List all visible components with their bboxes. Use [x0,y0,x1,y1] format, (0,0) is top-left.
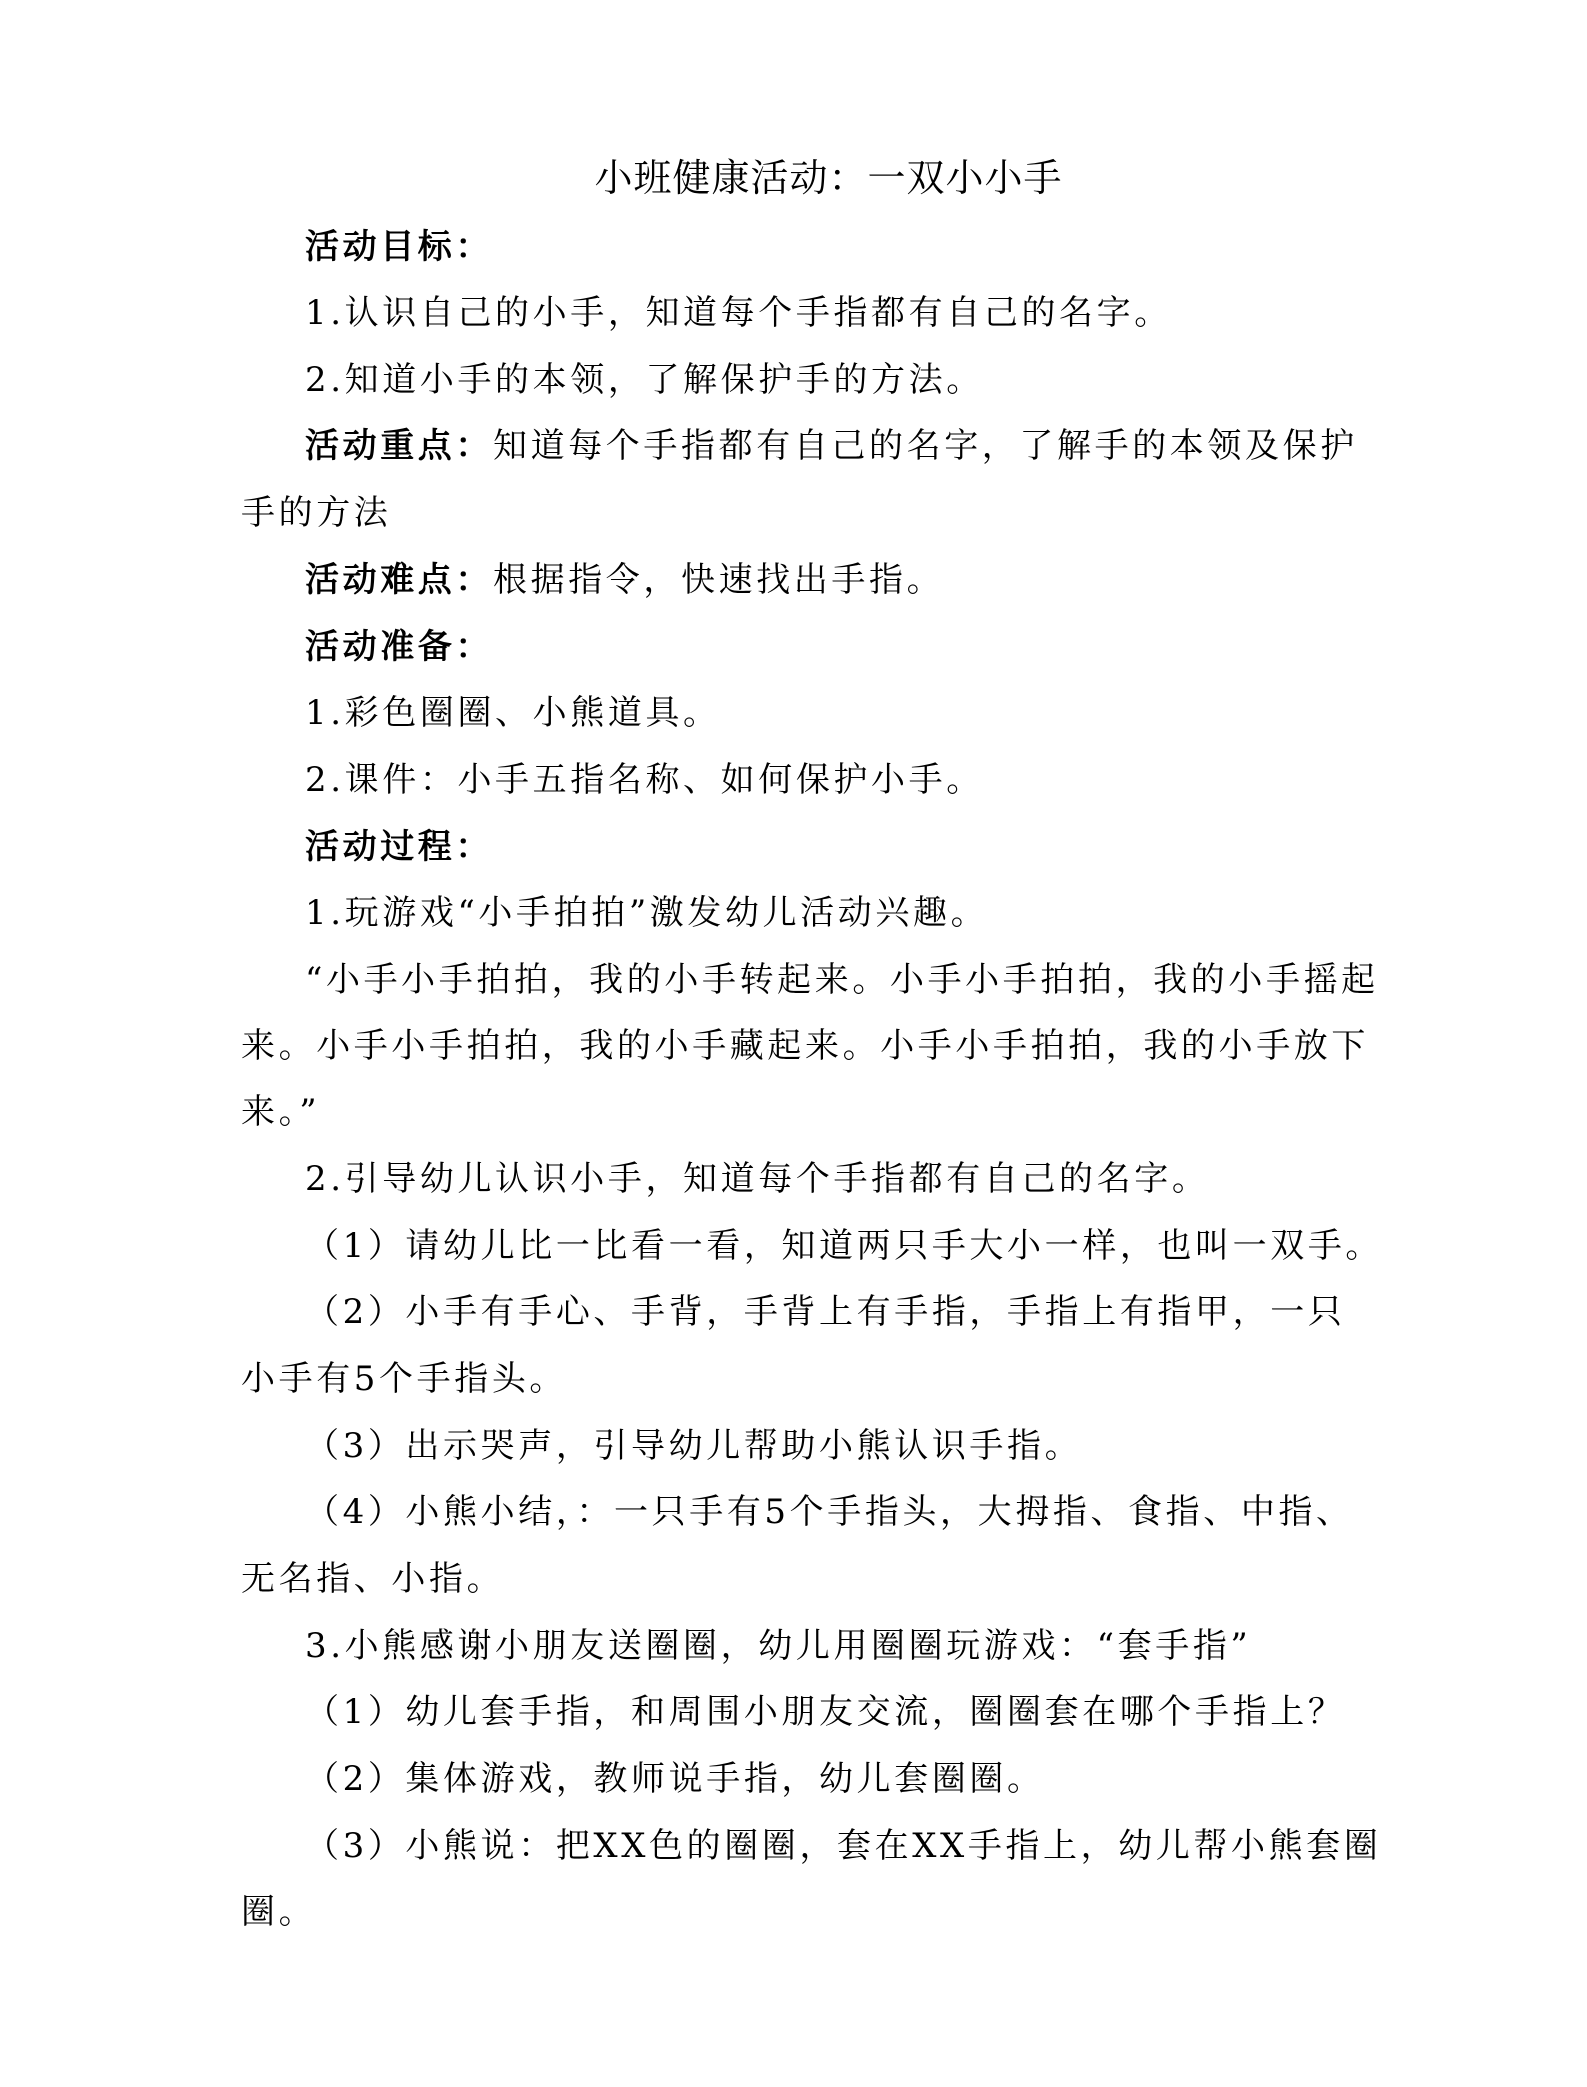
step-2-sub-2: （2）小手有手心、手背，手背上有手指，手指上有指甲，一只 [305,1292,1346,1332]
difficulty-label: 活动难点： [305,560,493,600]
heading-activity-process: 活动过程： [305,827,493,867]
difficulty-paragraph [305,556,944,604]
step-2-sub-2-continuation: 小手有5个手指头。 [241,1359,568,1399]
step-2-sub-4-continuation: 无名指、小指。 [241,1559,505,1599]
step-2-sub-3: （3）出示哭声，引导幼儿帮助小熊认识手指。 [305,1426,1083,1466]
step-2-sub-1: （1）请幼儿比一比看一看，知道两只手大小一样，也叫一双手。 [305,1226,1384,1266]
step-2-sub-4: （4）小熊小结，：一只手有5个手指头，大拇指、食指、中指、 [305,1492,1354,1532]
difficulty-text: 根据指令，快速找出手指。 [493,560,945,600]
chant-line-1: “小手小手拍拍，我的小手转起来。小手小手拍拍，我的小手摇起 [305,960,1379,1000]
key-point-paragraph [305,422,1358,470]
step-3-sub-2: （2）集体游戏，教师说手指，幼儿套圈圈。 [305,1759,1045,1799]
heading-activity-preparation: 活动准备： [305,627,493,667]
step-3-sub-1: （1）幼儿套手指，和周围小朋友交流，圈圈套在哪个手指上？ [305,1692,1346,1732]
process-step-2: 2.引导幼儿认识小手，知道每个手指都有自己的名字。 [305,1159,1210,1199]
process-step-1: 1.玩游戏“小手拍拍”激发幼儿活动兴趣。 [305,893,989,933]
chant-line-2: 来。小手小手拍拍，我的小手藏起来。小手小手拍拍，我的小手放下 [241,1026,1369,1066]
document-title: 小班健康活动：一双小小手 [594,156,1063,200]
preparation-item-2: 2.课件：小手五指名称、如何保护小手。 [305,760,984,800]
heading-activity-goals: 活动目标： [305,227,493,267]
process-step-3: 3.小熊感谢小朋友送圈圈，幼儿用圈圈玩游戏：“套手指” [305,1626,1252,1666]
step-3-sub-3: （3）小熊说：把XX色的圈圈，套在XX手指上，幼儿帮小熊套圈 [305,1826,1382,1866]
key-point-label: 活动重点： [305,426,493,466]
step-3-sub-3-continuation: 圈。 [241,1892,317,1932]
chant-line-3: 来。” [241,1092,321,1132]
goal-item-1: 1.认识自己的小手，知道每个手指都有自己的名字。 [305,293,1172,333]
preparation-item-1: 1.彩色圈圈、小熊道具。 [305,693,721,733]
key-point-continuation: 手的方法 [241,493,392,533]
key-point-text: 知道每个手指都有自己的名字，了解手的本领及保护 [493,426,1358,466]
goal-item-2: 2.知道小手的本领，了解保护手的方法。 [305,360,984,400]
